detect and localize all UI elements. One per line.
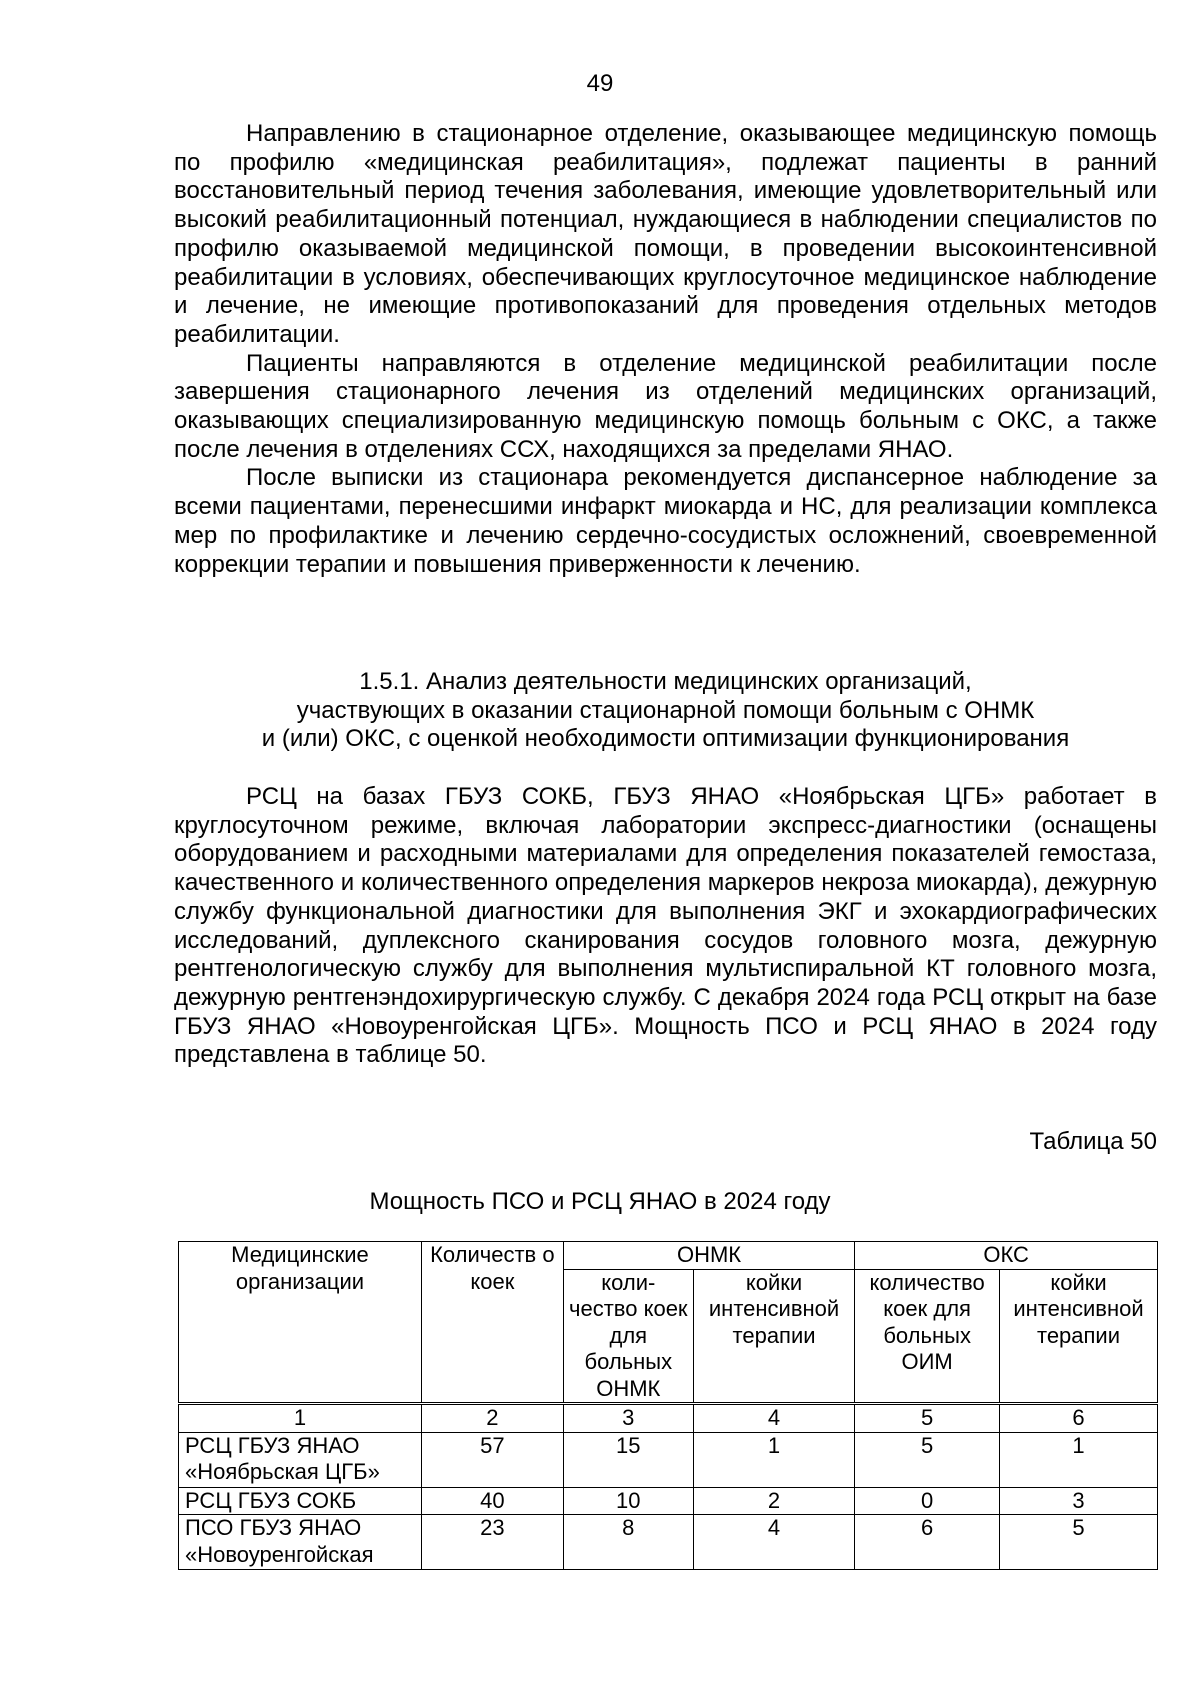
section-heading-line: 1.5.1. Анализ деятельности медицинских организаций, bbox=[359, 668, 972, 695]
table-cell: 10 bbox=[563, 1487, 693, 1515]
organization-cell: РСЦ ГБУЗ ЯНАО «Ноябрьская ЦГБ» bbox=[179, 1432, 422, 1487]
table-cell: 4 bbox=[693, 1515, 854, 1570]
table-cell: 57 bbox=[421, 1432, 563, 1487]
section-heading-line: участвующих в оказании стационарной помощи больным с ОНМК bbox=[296, 696, 1035, 724]
column-number-row bbox=[179, 1404, 1158, 1433]
header-cell-oks-beds: количество коек для больных ОИМ bbox=[855, 1269, 1000, 1404]
table-cell: 0 bbox=[855, 1487, 1000, 1515]
capacity-table bbox=[178, 1241, 1158, 1570]
paragraph: Направлению в стационарное отделение, оказывающее медицинскую помощь по профилю «медицинская реабилитация», подлежат пациенты в ранний восстановительный период течения заболевания, имеющие удовлетворительный или высокий реабилитационный потенциал, нуждающиеся в наблюдении специалистов по профилю оказываемой медицинской помощи, в проведении высокоинтенсивной реабилитации в условиях, обеспечивающих круглосуточное медицинское наблюдение и лечение, не имеющие противопоказаний для проведения отдельных методов реабилитации. bbox=[174, 120, 1157, 348]
header-cell-beds: Количеств о коек bbox=[421, 1242, 563, 1404]
table-cell: 5 bbox=[1000, 1515, 1158, 1570]
column-number: 3 bbox=[563, 1404, 693, 1433]
table-cell: 40 bbox=[421, 1487, 563, 1515]
table-row bbox=[179, 1515, 1158, 1570]
paragraph: После выписки из стационара рекомендуется диспансерное наблюдение за всеми пациентами, перенесшими инфаркт миокарда и НС, для реализации комплекса мер по профилактике и лечению сердечно-сосудистых осложнений, своевременной коррекции терапии и повышения приверженности к лечению. bbox=[174, 464, 1157, 578]
section-heading-line: и (или) ОКС, с оценкой необходимости оптимизации функционирования bbox=[261, 725, 1070, 753]
header-cell-oks-icu: койки интенсивной терапии bbox=[1000, 1269, 1158, 1404]
table-cell: 15 bbox=[563, 1432, 693, 1487]
table-cell: 3 bbox=[1000, 1487, 1158, 1515]
table-cell: 5 bbox=[855, 1432, 1000, 1487]
table-cell: 8 bbox=[563, 1515, 693, 1570]
paragraph: РСЦ на базах ГБУЗ СОКБ, ГБУЗ ЯНАО «Ноябрьская ЦГБ» работает в круглосуточном режиме, включая лаборатории экспресс-диагностики (оснащены оборудованием и расходными материалами для определения показателей гемостаза, качественного и количественного определения маркеров некроза миокарда), дежурную службу функциональной диагностики для выполнения ЭКГ и эхокардиографических исследований, дуплексного сканирования сосудов головного мозга, дежурную рентгенологическую службу для выполнения мультиспиральной КТ головного мозга, дежурную рентгенэндохирургическую службу. С декабря 2024 года РСЦ открыт на базе ГБУЗ ЯНАО «Новоуренгойская ЦГБ». Мощность ПСО и РСЦ ЯНАО в 2024 году представлена в таблице 50. bbox=[174, 783, 1157, 1069]
intro-text-block bbox=[174, 120, 1157, 579]
header-cell-oks: ОКС bbox=[855, 1242, 1158, 1270]
organization-cell: ПСО ГБУЗ ЯНАО «Новоуренгойская bbox=[179, 1515, 422, 1570]
section-heading bbox=[174, 668, 1157, 754]
table-cell: 1 bbox=[693, 1432, 854, 1487]
page-number: 49 bbox=[586, 70, 614, 97]
column-number: 5 bbox=[855, 1404, 1000, 1433]
column-number: 4 bbox=[693, 1404, 854, 1433]
table-caption: Мощность ПСО и РСЦ ЯНАО в 2024 году bbox=[369, 1188, 831, 1215]
header-cell-onmk-icu: койки интенсивной терапии bbox=[693, 1269, 854, 1404]
column-number: 6 bbox=[1000, 1404, 1158, 1433]
organization-cell: РСЦ ГБУЗ СОКБ bbox=[179, 1487, 422, 1515]
header-cell-organizations: Медицинские организации bbox=[179, 1242, 422, 1404]
table-row bbox=[179, 1432, 1158, 1487]
table-number: Таблица 50 bbox=[1029, 1128, 1157, 1155]
table-row bbox=[179, 1487, 1158, 1515]
table-cell: 6 bbox=[855, 1515, 1000, 1570]
header-cell-onmk-beds: коли- чество коек для больных ОНМК bbox=[563, 1269, 693, 1404]
table-cell: 1 bbox=[1000, 1432, 1158, 1487]
header-cell-onmk: ОНМК bbox=[563, 1242, 854, 1270]
table-cell: 23 bbox=[421, 1515, 563, 1570]
column-number: 1 bbox=[179, 1404, 422, 1433]
column-number: 2 bbox=[421, 1404, 563, 1433]
table-cell: 2 bbox=[693, 1487, 854, 1515]
table-header-row bbox=[179, 1242, 1158, 1270]
analysis-text-block bbox=[174, 783, 1157, 1070]
paragraph: Пациенты направляются в отделение медицинской реабилитации после завершения стационарного лечения из отделений медицинских организаций, оказывающих специализированную медицинскую помощь больным с ОКС, а также после лечения в отделениях ССХ, находящихся за пределами ЯНАО. bbox=[174, 349, 1157, 463]
